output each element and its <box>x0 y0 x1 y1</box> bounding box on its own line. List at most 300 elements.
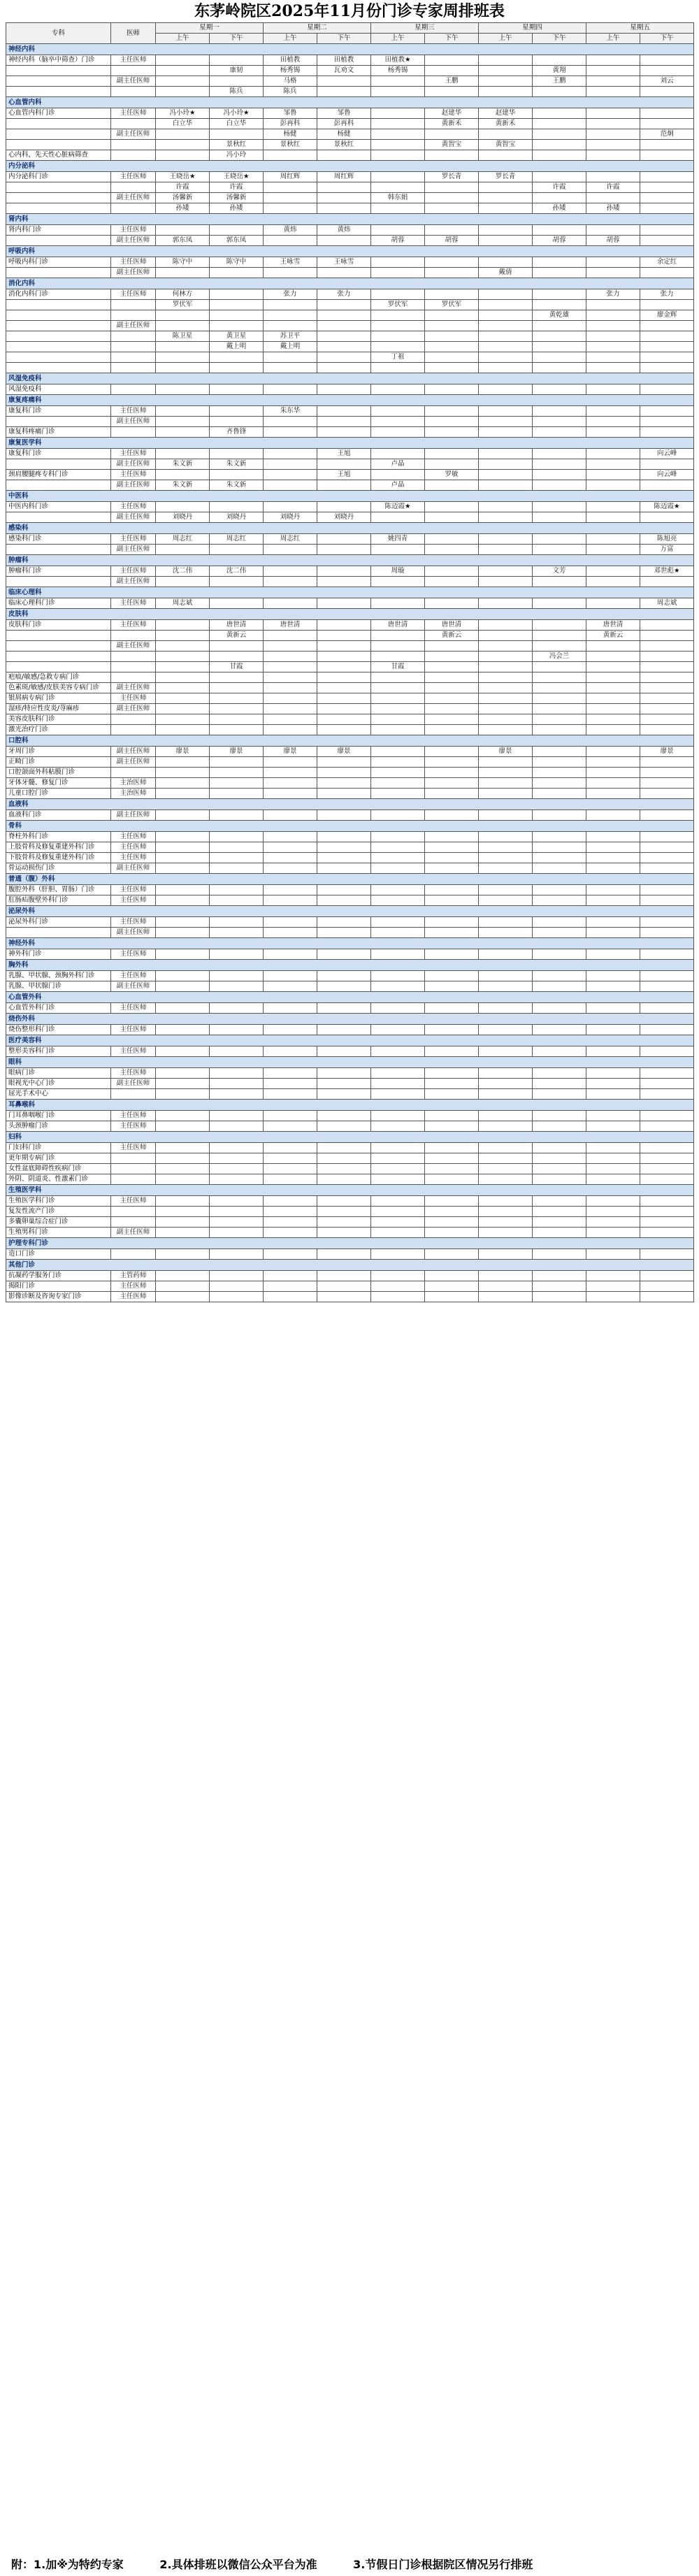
table-row <box>6 1068 694 1079</box>
schedule-cell: 刘晓丹 <box>156 512 210 523</box>
schedule-cell: 张力 <box>317 289 371 300</box>
schedule-cell <box>156 768 210 778</box>
schedule-cell <box>640 236 694 246</box>
schedule-cell <box>640 363 694 373</box>
table-row <box>6 832 694 842</box>
schedule-cell <box>371 417 425 427</box>
doctor-title-cell <box>111 662 156 672</box>
schedule-cell <box>479 1164 533 1174</box>
schedule-cell <box>156 1003 210 1014</box>
section-title: 呼吸内科 <box>6 246 694 257</box>
schedule-cell <box>317 810 371 821</box>
table-row <box>6 672 694 683</box>
schedule-cell <box>479 949 533 960</box>
schedule-cell <box>425 1196 479 1207</box>
schedule-cell <box>371 768 425 778</box>
schedule-cell <box>210 470 264 480</box>
section-row <box>6 1185 694 1196</box>
schedule-cell <box>264 182 317 193</box>
schedule-cell <box>479 300 533 310</box>
section-title: 内分泌科 <box>6 161 694 172</box>
doctor-title-cell: 副主任医师 <box>111 810 156 821</box>
schedule-cell <box>371 1079 425 1089</box>
schedule-cell <box>264 1121 317 1132</box>
schedule-cell <box>264 662 317 672</box>
schedule-cell <box>586 566 640 577</box>
schedule-cell <box>264 1207 317 1217</box>
schedule-cell <box>371 150 425 161</box>
schedule-cell <box>156 704 210 714</box>
schedule-cell <box>586 1079 640 1089</box>
table-row <box>6 352 694 363</box>
section-row <box>6 1260 694 1271</box>
schedule-cell <box>371 949 425 960</box>
schedule-cell <box>425 225 479 236</box>
schedule-cell <box>479 1271 533 1281</box>
schedule-cell <box>586 1111 640 1121</box>
schedule-cell <box>640 1174 694 1185</box>
schedule-cell: 甘霞 <box>371 662 425 672</box>
schedule-cell: 张力 <box>640 289 694 300</box>
schedule-cell <box>533 193 586 203</box>
schedule-cell <box>371 1143 425 1153</box>
schedule-cell <box>156 672 210 683</box>
specialty-cell: 多囊卵巢综合症门诊 <box>6 1217 111 1228</box>
schedule-cell <box>156 778 210 789</box>
schedule-cell <box>533 1271 586 1281</box>
table-row <box>6 108 694 119</box>
schedule-cell <box>425 193 479 203</box>
schedule-cell <box>533 704 586 714</box>
schedule-cell <box>264 1143 317 1153</box>
schedule-cell <box>210 1025 264 1035</box>
schedule-cell <box>425 768 479 778</box>
specialty-cell: 下肢骨科及修复重建外科门诊 <box>6 853 111 863</box>
schedule-cell <box>533 172 586 182</box>
specialty-cell: 神经内科（脑卒中筛查）门诊 <box>6 55 111 66</box>
doctor-title-cell: 主任医师 <box>111 842 156 853</box>
schedule-cell <box>264 652 317 662</box>
schedule-cell <box>533 1217 586 1228</box>
schedule-cell: 刘晓丹 <box>317 512 371 523</box>
schedule-cell <box>586 268 640 278</box>
specialty-cell <box>6 662 111 672</box>
schedule-cell <box>264 789 317 799</box>
schedule-cell <box>317 150 371 161</box>
schedule-cell <box>586 1174 640 1185</box>
schedule-cell <box>317 1089 371 1100</box>
schedule-cell <box>425 672 479 683</box>
schedule-cell <box>371 672 425 683</box>
schedule-cell <box>210 683 264 693</box>
section-title: 口腔科 <box>6 735 694 747</box>
schedule-cell: 周红辉 <box>264 172 317 182</box>
schedule-cell <box>210 1228 264 1238</box>
table-row <box>6 641 694 652</box>
table-row <box>6 1271 694 1281</box>
schedule-cell <box>586 76 640 87</box>
schedule-cell <box>586 119 640 129</box>
schedule-cell <box>640 810 694 821</box>
schedule-cell <box>156 577 210 587</box>
specialty-cell: 心内科，先天性心脏病筛查 <box>6 150 111 161</box>
schedule-cell <box>264 236 317 246</box>
header-am: 上午 <box>479 34 533 44</box>
section-row <box>6 609 694 620</box>
schedule-cell <box>317 693 371 704</box>
schedule-cell: 孙矮 <box>586 203 640 214</box>
specialty-cell <box>6 321 111 331</box>
doctor-title-cell: 主任医师 <box>111 449 156 459</box>
schedule-cell: 唐世清 <box>264 620 317 631</box>
schedule-cell <box>210 76 264 87</box>
schedule-cell <box>210 863 264 874</box>
schedule-cell <box>371 1025 425 1035</box>
schedule-cell <box>479 1153 533 1164</box>
schedule-cell <box>317 1249 371 1260</box>
doctor-title-cell <box>111 87 156 97</box>
schedule-cell <box>640 1281 694 1292</box>
specialty-cell <box>6 203 111 214</box>
schedule-cell: 陈兵 <box>264 87 317 97</box>
schedule-cell <box>371 289 425 300</box>
schedule-cell <box>479 810 533 821</box>
schedule-cell <box>425 427 479 438</box>
schedule-cell <box>425 331 479 342</box>
schedule-cell <box>586 257 640 268</box>
schedule-cell <box>425 789 479 799</box>
schedule-cell <box>586 917 640 928</box>
header-day: 星期四 <box>479 23 586 34</box>
section-title: 普通（腹）外科 <box>6 874 694 885</box>
schedule-cell <box>371 384 425 395</box>
schedule-cell <box>317 725 371 735</box>
specialty-cell: 银屑病专病门诊 <box>6 693 111 704</box>
schedule-cell <box>210 289 264 300</box>
section-row <box>6 874 694 885</box>
schedule-cell <box>533 268 586 278</box>
schedule-cell <box>425 853 479 863</box>
schedule-cell <box>640 384 694 395</box>
schedule-cell <box>371 321 425 331</box>
schedule-cell <box>156 662 210 672</box>
table-row <box>6 289 694 300</box>
schedule-cell <box>479 631 533 641</box>
schedule-cell <box>533 352 586 363</box>
schedule-cell <box>156 1217 210 1228</box>
schedule-cell <box>156 470 210 480</box>
schedule-cell <box>640 1271 694 1281</box>
schedule-cell <box>156 885 210 895</box>
specialty-cell: 抗凝药学服务门诊 <box>6 1271 111 1281</box>
schedule-cell: 黄卫星 <box>210 331 264 342</box>
schedule-cell <box>533 832 586 842</box>
schedule-cell <box>479 1281 533 1292</box>
schedule-cell: 胡蓉 <box>371 236 425 246</box>
schedule-cell <box>317 1079 371 1089</box>
table-row <box>6 150 694 161</box>
schedule-cell: 白立华 <box>156 119 210 129</box>
schedule-cell <box>210 384 264 395</box>
section-title: 临床心理科 <box>6 587 694 598</box>
section-title: 神经外科 <box>6 938 694 949</box>
doctor-title-cell <box>111 1207 156 1217</box>
schedule-cell <box>264 1164 317 1174</box>
schedule-cell <box>640 1217 694 1228</box>
schedule-cell <box>264 768 317 778</box>
schedule-cell <box>640 321 694 331</box>
schedule-cell <box>640 268 694 278</box>
doctor-title-cell <box>111 363 156 373</box>
schedule-cell <box>586 683 640 693</box>
table-row <box>6 1249 694 1260</box>
schedule-cell <box>371 917 425 928</box>
schedule-cell <box>425 1153 479 1164</box>
specialty-cell: 泌尿外科门诊 <box>6 917 111 928</box>
schedule-cell <box>264 1068 317 1079</box>
table-row <box>6 1292 694 1302</box>
table-row <box>6 895 694 906</box>
specialty-cell: 美容皮肤科门诊 <box>6 714 111 725</box>
schedule-cell <box>640 480 694 491</box>
schedule-cell <box>317 352 371 363</box>
schedule-cell: 王旭 <box>317 470 371 480</box>
specialty-cell: 康复科疼痛门诊 <box>6 427 111 438</box>
schedule-cell <box>371 652 425 662</box>
footer-notes <box>0 2555 699 2575</box>
schedule-cell <box>264 352 317 363</box>
schedule-cell <box>371 1271 425 1281</box>
schedule-cell <box>317 1228 371 1238</box>
specialty-cell <box>6 76 111 87</box>
schedule-cell <box>586 1121 640 1132</box>
header-am: 上午 <box>156 34 210 44</box>
schedule-cell <box>640 512 694 523</box>
schedule-cell <box>371 225 425 236</box>
schedule-cell <box>479 885 533 895</box>
schedule-cell <box>317 203 371 214</box>
table-row <box>6 757 694 768</box>
schedule-cell <box>640 928 694 938</box>
schedule-cell <box>479 693 533 704</box>
section-row <box>6 395 694 406</box>
table-row <box>6 66 694 76</box>
schedule-cell <box>317 895 371 906</box>
schedule-cell <box>317 1143 371 1153</box>
schedule-cell <box>425 321 479 331</box>
schedule-cell <box>640 1196 694 1207</box>
schedule-cell <box>264 725 317 735</box>
schedule-cell <box>586 300 640 310</box>
schedule-cell <box>533 1153 586 1164</box>
schedule-cell <box>156 652 210 662</box>
schedule-cell <box>586 1153 640 1164</box>
schedule-cell <box>640 683 694 693</box>
schedule-cell <box>317 1046 371 1057</box>
schedule-cell <box>317 631 371 641</box>
schedule-cell: 王鹏 <box>533 76 586 87</box>
schedule-cell: 廖景 <box>156 747 210 757</box>
table-row <box>6 310 694 321</box>
schedule-cell: 田植教 <box>264 55 317 66</box>
schedule-cell <box>533 1068 586 1079</box>
schedule-cell: 邓世彪★ <box>640 566 694 577</box>
schedule-cell <box>317 331 371 342</box>
specialty-cell <box>6 300 111 310</box>
doctor-title-cell: 主任医师 <box>111 598 156 609</box>
schedule-cell <box>586 768 640 778</box>
schedule-cell <box>425 1111 479 1121</box>
schedule-cell <box>425 1046 479 1057</box>
specialty-cell <box>6 193 111 203</box>
specialty-cell <box>6 310 111 321</box>
section-row <box>6 1035 694 1046</box>
section-row <box>6 906 694 917</box>
schedule-cell <box>479 598 533 609</box>
doctor-title-cell: 主任医师 <box>111 1046 156 1057</box>
section-row <box>6 97 694 108</box>
doctor-title-cell: 副主任医师 <box>111 512 156 523</box>
specialty-cell: 外阴、阴道炎、性激素门诊 <box>6 1174 111 1185</box>
doctor-title-cell <box>111 427 156 438</box>
schedule-cell <box>156 842 210 853</box>
section-row <box>6 1014 694 1025</box>
section-title: 护理专科门诊 <box>6 1238 694 1249</box>
schedule-cell <box>156 1079 210 1089</box>
schedule-cell <box>586 66 640 76</box>
schedule-cell <box>479 1046 533 1057</box>
schedule-cell <box>210 1281 264 1292</box>
schedule-cell: 朱文新 <box>210 459 264 470</box>
section-title: 胸外科 <box>6 960 694 971</box>
schedule-cell <box>479 342 533 352</box>
schedule-cell <box>264 480 317 491</box>
schedule-cell <box>156 789 210 799</box>
schedule-cell <box>425 1174 479 1185</box>
schedule-cell <box>533 363 586 373</box>
schedule-cell <box>640 1046 694 1057</box>
schedule-cell <box>264 449 317 459</box>
doctor-title-cell: 副主任医师 <box>111 480 156 491</box>
specialty-cell <box>6 652 111 662</box>
schedule-cell <box>317 534 371 545</box>
schedule-cell <box>640 917 694 928</box>
schedule-cell <box>640 417 694 427</box>
table-row <box>6 1153 694 1164</box>
schedule-cell <box>425 342 479 352</box>
schedule-cell <box>264 1003 317 1014</box>
schedule-cell <box>317 1207 371 1217</box>
doctor-title-cell: 副主任医师 <box>111 704 156 714</box>
schedule-cell: 周志红 <box>156 534 210 545</box>
table-row <box>6 1207 694 1217</box>
schedule-cell: 黄炜 <box>317 225 371 236</box>
specialty-cell: 肾内科门诊 <box>6 225 111 236</box>
schedule-cell <box>586 1292 640 1302</box>
schedule-cell <box>479 1292 533 1302</box>
schedule-cell <box>210 406 264 417</box>
schedule-cell <box>479 449 533 459</box>
schedule-cell <box>210 1271 264 1281</box>
schedule-cell <box>533 257 586 268</box>
schedule-cell <box>317 789 371 799</box>
schedule-cell: 康韧 <box>210 66 264 76</box>
specialty-cell <box>6 641 111 652</box>
schedule-cell: 王旭 <box>317 449 371 459</box>
schedule-cell <box>586 757 640 768</box>
schedule-cell <box>533 949 586 960</box>
schedule-cell <box>371 310 425 321</box>
specialty-cell: 烧伤整形科门诊 <box>6 1025 111 1035</box>
schedule-cell <box>425 1121 479 1132</box>
schedule-cell: 郭东凤 <box>210 236 264 246</box>
schedule-cell <box>640 108 694 119</box>
schedule-cell <box>533 1164 586 1174</box>
table-row <box>6 236 694 246</box>
schedule-cell: 廖景 <box>640 747 694 757</box>
schedule-cell <box>479 182 533 193</box>
schedule-cell <box>586 714 640 725</box>
schedule-cell <box>479 427 533 438</box>
schedule-cell <box>479 1025 533 1035</box>
schedule-cell <box>371 129 425 140</box>
schedule-cell: 汤馨新 <box>210 193 264 203</box>
schedule-cell <box>210 577 264 587</box>
schedule-cell <box>640 652 694 662</box>
doctor-title-cell: 副主任医师 <box>111 863 156 874</box>
schedule-cell <box>640 87 694 97</box>
schedule-cell <box>264 545 317 555</box>
schedule-cell <box>640 55 694 66</box>
section-title: 烧伤外科 <box>6 1014 694 1025</box>
header-day: 星期二 <box>264 23 371 34</box>
schedule-cell: 陈旭亮 <box>640 534 694 545</box>
schedule-cell <box>479 714 533 725</box>
schedule-cell <box>640 300 694 310</box>
schedule-cell: 瓦劝文 <box>317 66 371 76</box>
table-row <box>6 652 694 662</box>
schedule-cell <box>156 352 210 363</box>
schedule-cell <box>371 427 425 438</box>
schedule-cell <box>425 810 479 821</box>
doctor-title-cell: 副主任医师 <box>111 683 156 693</box>
schedule-cell <box>264 778 317 789</box>
table-row <box>6 810 694 821</box>
schedule-cell <box>425 725 479 735</box>
schedule-cell <box>156 853 210 863</box>
schedule-cell: 朱文新 <box>156 480 210 491</box>
schedule-cell <box>264 949 317 960</box>
schedule-cell <box>317 1025 371 1035</box>
schedule-cell: 廖景 <box>317 747 371 757</box>
schedule-cell <box>425 502 479 512</box>
specialty-cell: 眼视光中心门诊 <box>6 1079 111 1089</box>
schedule-cell: 汤馨新 <box>156 193 210 203</box>
schedule-cell: 戴上明 <box>210 342 264 352</box>
schedule-cell <box>479 641 533 652</box>
schedule-cell <box>425 662 479 672</box>
schedule-cell <box>479 76 533 87</box>
schedule-cell <box>533 928 586 938</box>
specialty-cell: 造口门诊 <box>6 1249 111 1260</box>
schedule-cell <box>425 55 479 66</box>
doctor-title-cell: 副主任医师 <box>111 321 156 331</box>
schedule-cell <box>640 981 694 992</box>
schedule-cell <box>479 566 533 577</box>
specialty-cell: 复发性流产门诊 <box>6 1207 111 1217</box>
schedule-cell <box>371 693 425 704</box>
schedule-cell <box>479 853 533 863</box>
